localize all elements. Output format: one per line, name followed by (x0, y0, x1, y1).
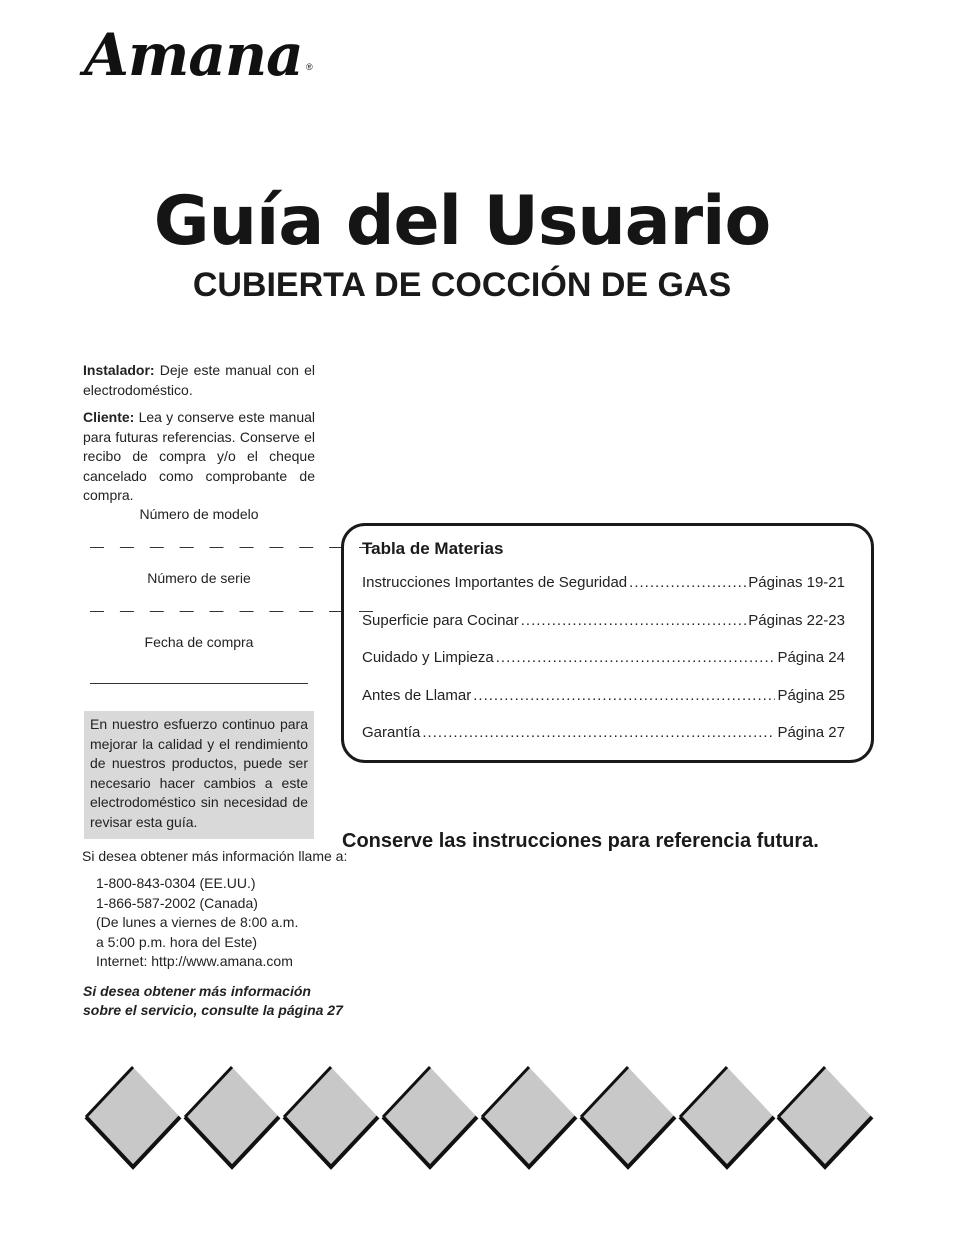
purchase-date-label: Fecha de compra (144, 634, 254, 650)
toc-leader-dots (496, 649, 776, 666)
installer-note (83, 361, 315, 400)
diamond-tile-icon (182, 1064, 282, 1170)
notice-text: En nuestro esfuerzo continuo para mejorar la calidad y el rendimiento de nuestros productos, puede ser necesario hacer cambios a este electrodoméstico sin necesidad de revisar esta guía. (90, 716, 308, 830)
serial-number-blank: — — — — — — — — — — (90, 602, 380, 618)
hours-line-2: a 5:00 p.m. hora del Este) (96, 933, 258, 950)
phone-canada: 1-866-587-2002 (Canada) (96, 894, 258, 911)
diamond-tile-icon (775, 1064, 875, 1170)
purchase-date-line (90, 683, 308, 684)
diamond-tile-icon (677, 1064, 777, 1170)
customer-label: Cliente: (83, 409, 135, 425)
toc-leader-dots (473, 687, 775, 704)
toc-entry[interactable] (362, 724, 845, 741)
registered-mark: ® (306, 62, 313, 72)
toc-entry-label: Instrucciones Importantes de Seguridad (362, 574, 628, 591)
diamond-tile-icon (578, 1064, 678, 1170)
phone-us: 1-800-843-0304 (EE.UU.) (96, 875, 256, 891)
toc-entry-pages: Páginas 22-23 (748, 612, 845, 629)
toc-leader-dots (521, 612, 747, 629)
toc-entry[interactable] (362, 612, 845, 629)
toc-entry-label: Cuidado y Limpieza (362, 649, 494, 666)
website-link[interactable]: Internet: http://www.amana.com (96, 953, 293, 969)
service-note: Si desea obtener más información sobre el servicio, consulte la página 27 (83, 983, 343, 1018)
diamond-tile-icon (281, 1064, 381, 1170)
diamond-tile-icon (380, 1064, 480, 1170)
page-subtitle: CUBIERTA DE COCCIÓN DE GAS (192, 266, 732, 304)
diamond-tile-icon (83, 1064, 183, 1170)
diamond-border (75, 1060, 885, 1180)
info-intro: Si desea obtener más información llame a: (82, 848, 348, 864)
toc-entry-pages: Página 25 (777, 687, 845, 704)
keep-instructions-note: Conserve las instrucciones para referencia futura. (342, 830, 819, 852)
toc-entry-label: Garantía (362, 724, 421, 741)
contact-block (96, 874, 298, 972)
notice-box (84, 711, 314, 839)
toc-entry-label: Superficie para Cocinar (362, 612, 519, 629)
diamond-tile-icon (479, 1064, 579, 1170)
toc-title: Tabla de Materias (362, 539, 504, 558)
toc-entry[interactable] (362, 687, 845, 704)
hours-line-1: (De lunes a viernes de 8:00 a.m. (96, 914, 299, 930)
model-number-label: Número de modelo (139, 506, 259, 522)
toc-entry[interactable] (362, 574, 845, 591)
toc-entry[interactable] (362, 649, 845, 666)
toc-leader-dots (629, 574, 746, 591)
customer-note (83, 408, 315, 506)
amana-logo: Amana (84, 21, 303, 89)
serial-number-label: Número de serie (147, 570, 251, 586)
customer-text: Lea y conserve este manual para futuras referencias. Conserve el recibo de compra y/o el cheque cancelado como comprobante de compra. (83, 409, 316, 503)
model-number-blank: — — — — — — — — — — (90, 538, 380, 554)
page-title: Guía del Usuario (153, 182, 771, 261)
toc-leader-dots (422, 724, 775, 741)
installer-text: Deje este manual con el electrodoméstico. (83, 362, 315, 398)
toc-entry-pages: Páginas 19-21 (748, 574, 845, 591)
toc-entry-label: Antes de Llamar (362, 687, 472, 704)
toc-entry-pages: Página 24 (777, 649, 845, 666)
toc-entry-pages: Página 27 (777, 724, 845, 741)
installer-label: Instalador: (83, 362, 155, 378)
